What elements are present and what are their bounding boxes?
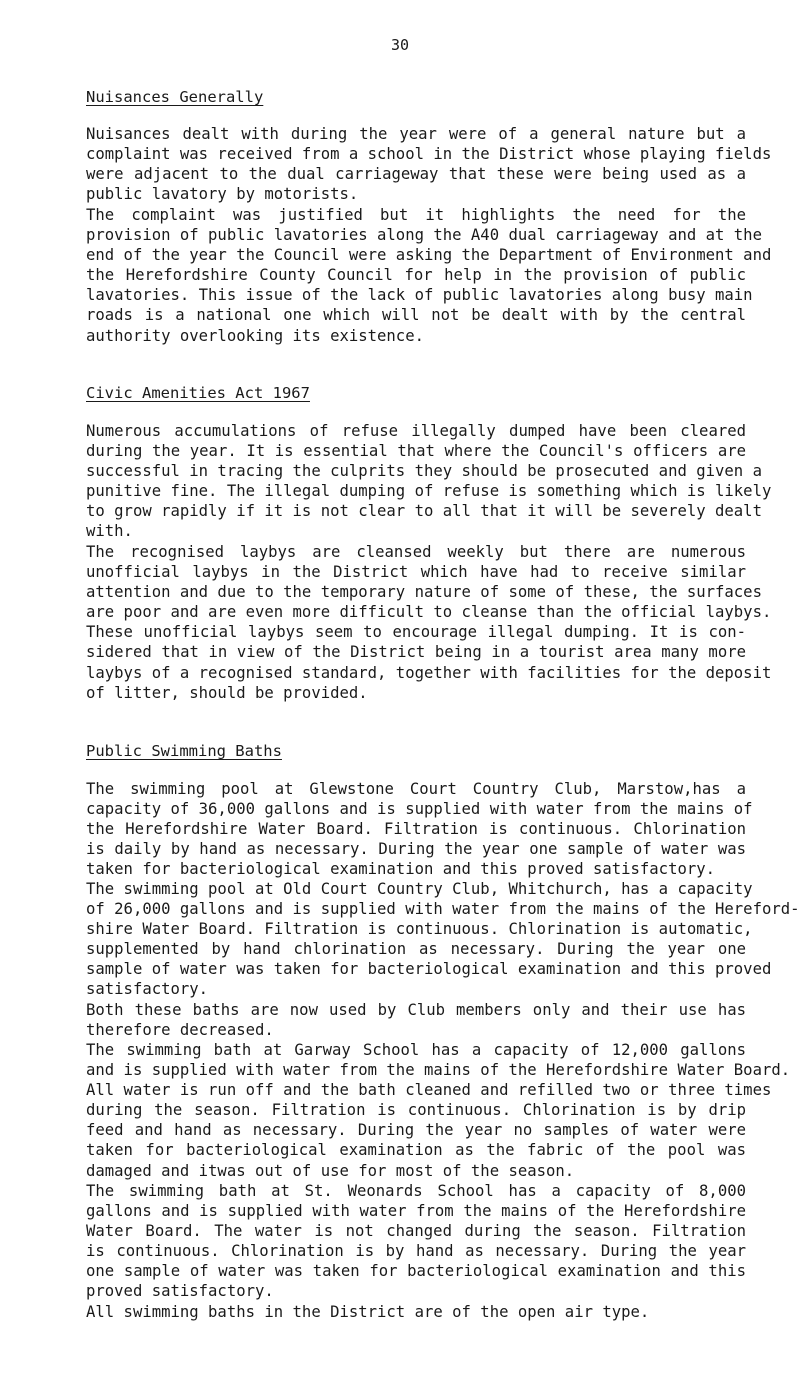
text-line: The complaint was justified but it highlights the need for the — [86, 206, 746, 224]
text-line: therefore decreased. — [86, 1021, 274, 1040]
text-line: The recognised laybys are cleansed weekly but there are numerous — [86, 543, 746, 561]
text-line: complaint was received from a school in the District whose playing fields — [86, 145, 772, 164]
paragraph — [86, 205, 772, 346]
text-line: All water is run off and the bath cleaned and refilled two or three times — [86, 1081, 772, 1100]
text-line: Nuisances dealt with during the year were of a general nature but a — [86, 125, 746, 143]
text-line: shire Water Board. Filtration is continuous. Chlorination is automatic, — [86, 920, 753, 939]
paragraph — [86, 1181, 746, 1302]
text-line: The swimming bath at St. Weonards School has a capacity of 8,000 — [86, 1182, 746, 1200]
text-line: public lavatory by motorists. — [86, 185, 359, 204]
text-line: the Herefordshire County Council for help in the provision of public — [86, 266, 746, 285]
paragraph — [86, 1040, 791, 1181]
text-line: supplemented by hand chlorination as necessary. During the year one — [86, 940, 746, 959]
section-heading-civic-amenities: Civic Amenities Act 1967 — [86, 384, 310, 402]
text-line: Water Board. The water is not changed during the season. Filtration — [86, 1222, 746, 1241]
text-line: Both these baths are now used by Club members only and their use has — [86, 1001, 746, 1019]
text-line: were adjacent to the dual carriageway that these were being used as a — [86, 165, 746, 184]
text-line: and is supplied with water from the mains of the Herefordshire Water Board. — [86, 1061, 791, 1080]
text-line: is daily by hand as necessary. During the year one sample of water was — [86, 840, 746, 859]
text-line: The swimming pool at Old Court Country Club, Whitchurch, has a capacity — [86, 880, 753, 898]
text-line: the Herefordshire Water Board. Filtration is continuous. Chlorination — [86, 820, 746, 839]
text-line: gallons and is supplied with water from the mains of the Herefordshire — [86, 1202, 746, 1221]
text-line: is continuous. Chlorination is by hand as necessary. During the year — [86, 1242, 746, 1261]
text-line: sample of water was taken for bacteriological examination and this proved — [86, 960, 772, 979]
text-line: end of the year the Council were asking the Department of Environment and — [86, 246, 772, 265]
text-line: unofficial laybys in the District which have had to receive similar — [86, 563, 746, 582]
text-line: damaged and itwas out of use for most of the season. — [86, 1161, 575, 1180]
text-line: of 26,000 gallons and is supplied with water from the mains of the Hereford- — [86, 900, 800, 919]
paragraph — [86, 542, 772, 703]
text-line: during the season. Filtration is continuous. Chlorination is by drip — [86, 1101, 746, 1120]
text-line: The swimming pool at Glewstone Court Country Club, Marstow,has a — [86, 780, 746, 798]
text-line: of litter, should be provided. — [86, 683, 368, 702]
text-line: The swimming bath at Garway School has a capacity of 12,000 gallons — [86, 1041, 746, 1059]
text-line: attention and due to the temporary nature of some of these, the surfaces — [86, 583, 762, 602]
text-line: capacity of 36,000 gallons and is supplied with water from the mains of — [86, 800, 753, 819]
paragraph — [86, 1000, 746, 1040]
text-line: roads is a national one which will not be dealt with by the central — [86, 306, 746, 325]
text-line: satisfactory. — [86, 980, 209, 999]
text-line: taken for bacteriological examination as the fabric of the pool was — [86, 1141, 746, 1160]
text-line: with. — [86, 522, 133, 541]
text-line: laybys of a recognised standard, together with facilities for the deposit — [86, 663, 772, 682]
text-line: All swimming baths in the District are of the open air type. — [86, 1303, 650, 1321]
text-line: These unofficial laybys seem to encourage illegal dumping. It is con- — [86, 623, 746, 642]
paragraph — [86, 421, 772, 542]
paragraph — [86, 124, 772, 204]
text-line: to grow rapidly if it is not clear to all that it will be severely dealt — [86, 502, 762, 521]
text-line: sidered that in view of the District being in a tourist area many more — [86, 643, 746, 662]
text-line: authority overlooking its existence. — [86, 326, 424, 345]
text-line: during the year. It is essential that where the Council's officers are — [86, 442, 746, 461]
text-line: one sample of water was taken for bacteriological examination and this — [86, 1262, 746, 1281]
text-line: Numerous accumulations of refuse illegally dumped have been cleared — [86, 422, 746, 440]
paragraph — [86, 779, 753, 879]
text-line: punitive fine. The illegal dumping of refuse is something which is likely — [86, 482, 772, 501]
text-line: feed and hand as necessary. During the year no samples of water were — [86, 1121, 746, 1140]
paragraph — [86, 879, 800, 1000]
section-heading-nuisances: Nuisances Generally — [86, 88, 264, 106]
text-line: taken for bacteriological examination and this proved satisfactory. — [86, 860, 716, 879]
text-line: proved satisfactory. — [86, 1282, 274, 1301]
text-line: successful in tracing the culprits they should be prosecuted and given a — [86, 462, 762, 481]
text-line: provision of public lavatories along the A40 dual carriageway and at the — [86, 226, 762, 245]
text-line: lavatories. This issue of the lack of public lavatories along busy main — [86, 286, 753, 305]
text-line: are poor and are even more difficult to cleanse than the official laybys. — [86, 603, 772, 622]
paragraph — [86, 1302, 746, 1322]
page-number: 30 — [390, 36, 410, 54]
section-heading-swimming-baths: Public Swimming Baths — [86, 742, 282, 760]
